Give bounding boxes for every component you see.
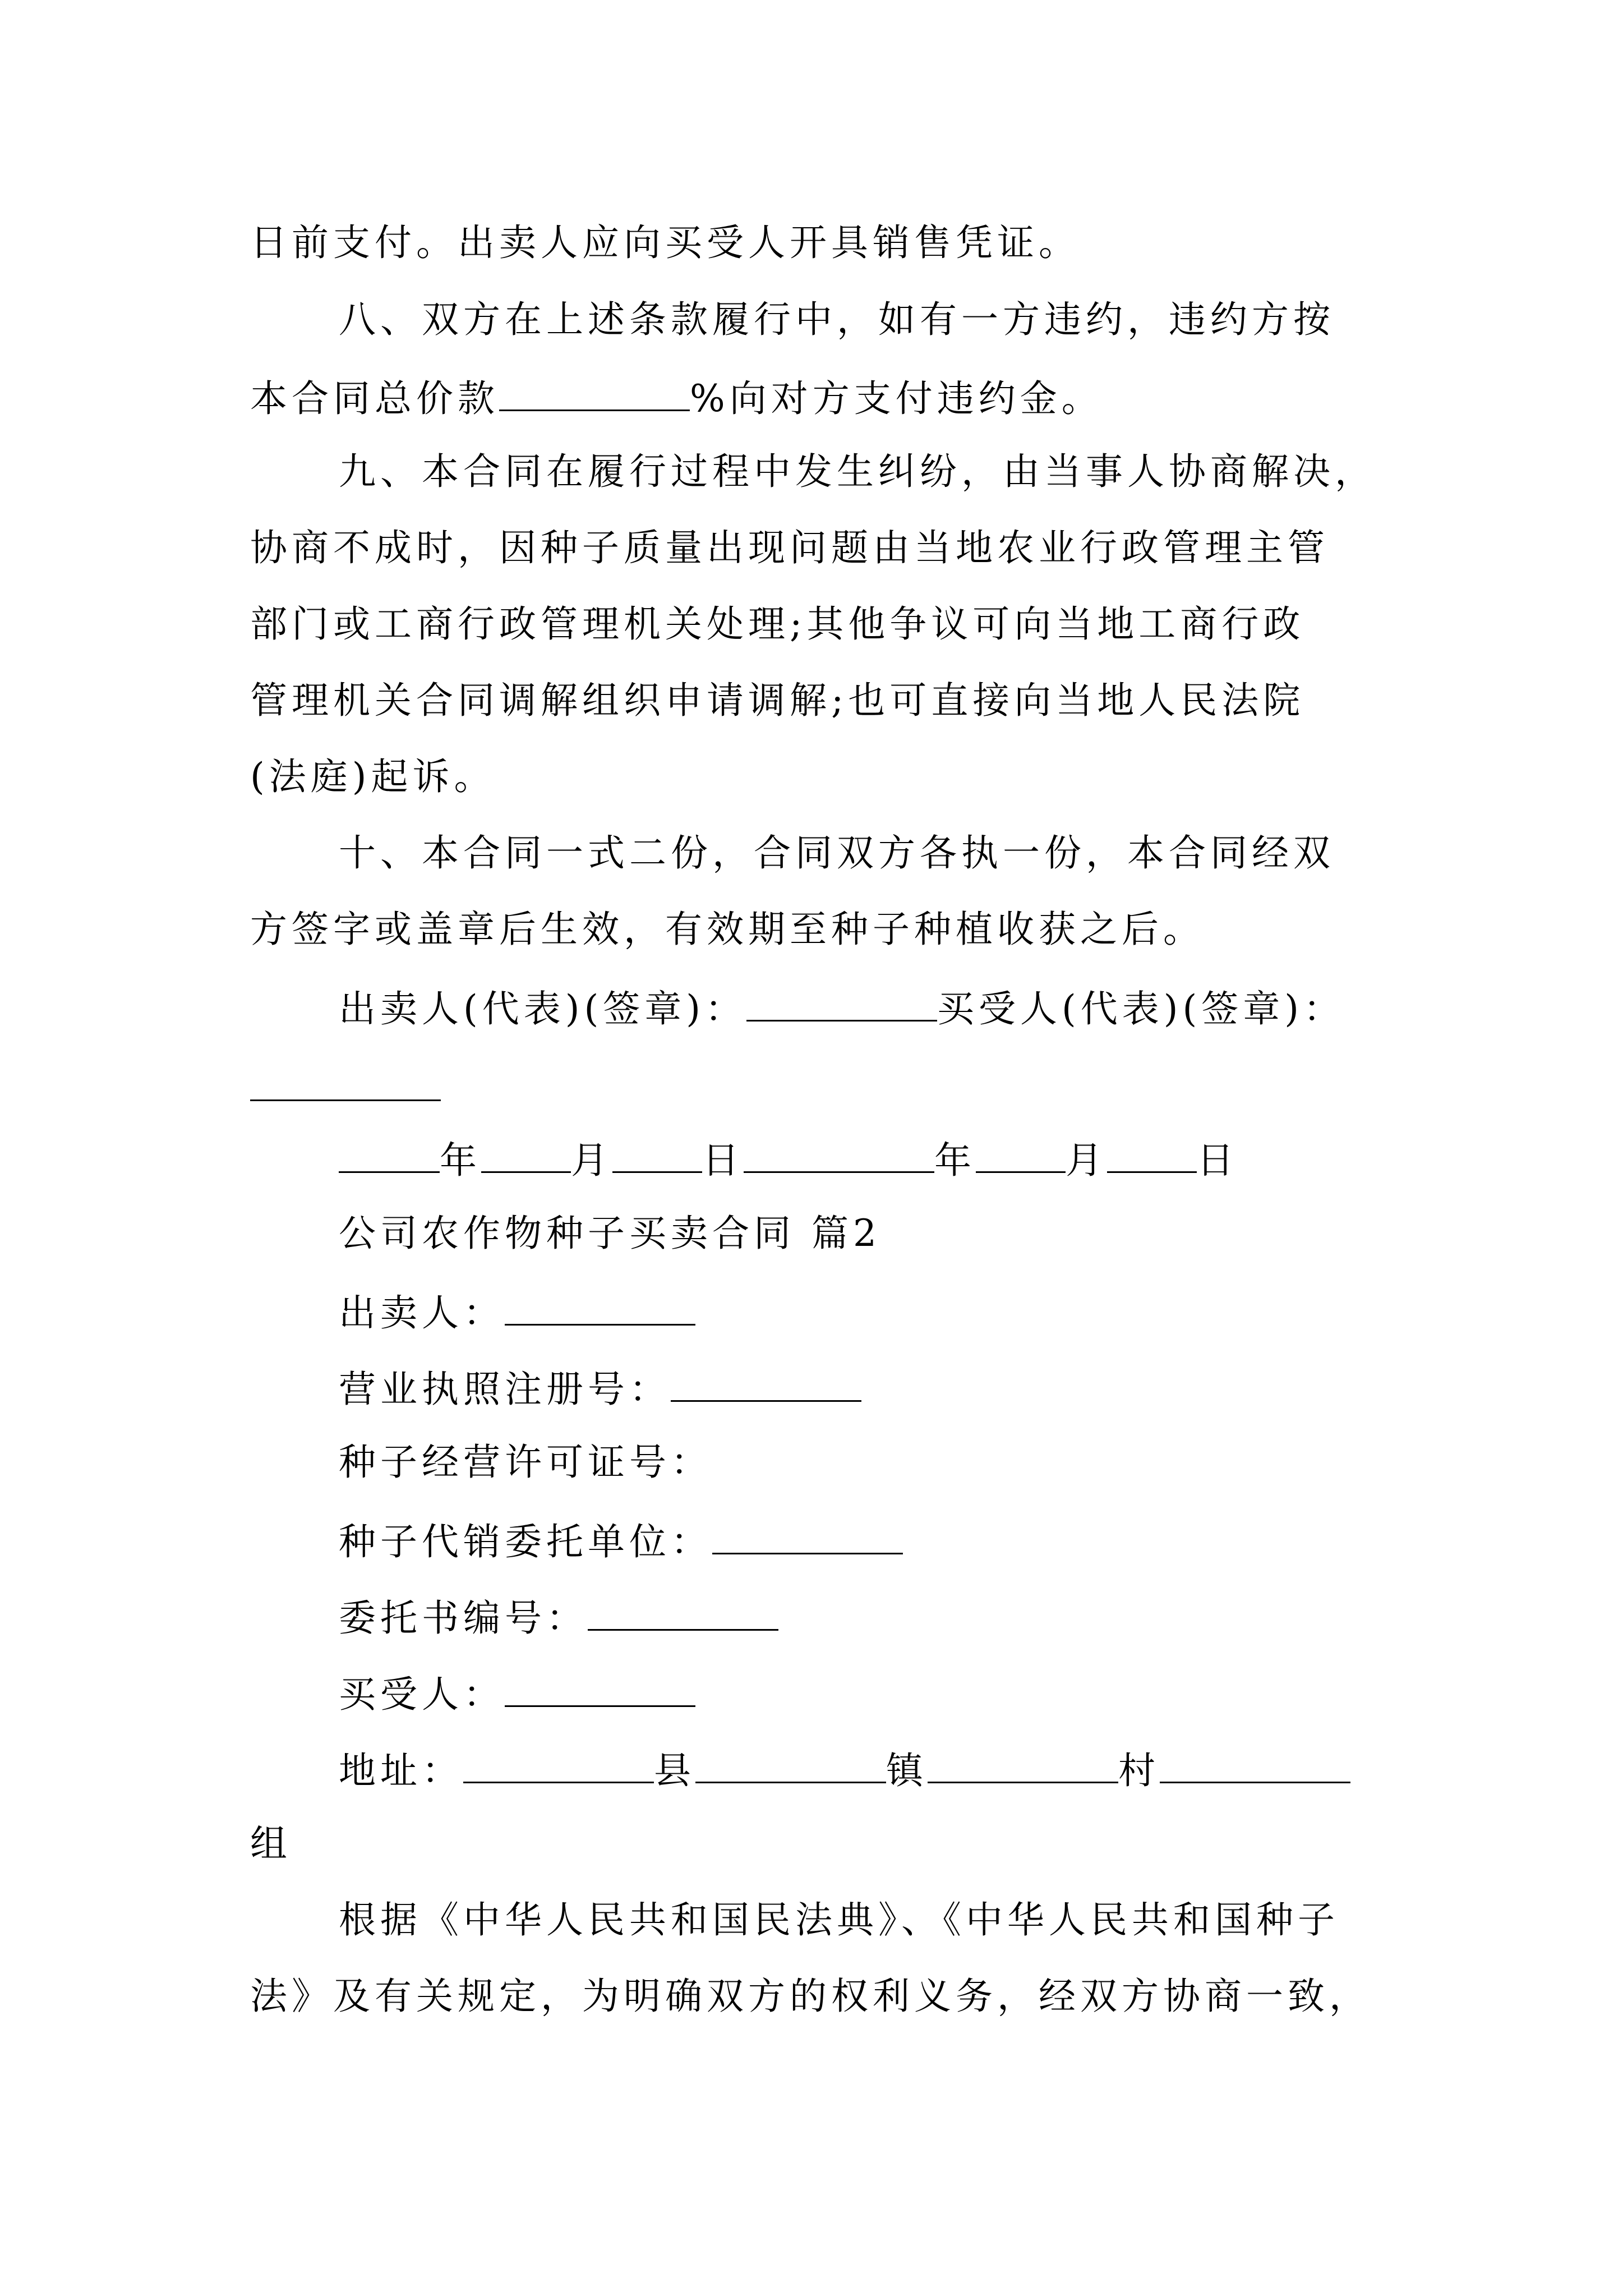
paragraph-line: 日前支付。出卖人应向买受人开具销售凭证。	[250, 221, 1080, 264]
clause-9-line: 协商不成时，因种子质量出现问题由当地农业行政管理主管	[250, 526, 1329, 569]
clause-8-line	[250, 377, 1103, 420]
license-label: 营业执照注册号：	[339, 1368, 671, 1411]
month-label: 月	[1066, 1139, 1107, 1182]
date-line	[339, 1139, 1238, 1182]
blank-field	[250, 1099, 441, 1101]
day-label: 日	[702, 1139, 744, 1182]
year-label: 年	[440, 1139, 481, 1182]
seller-signature-label: 出卖人(代表)(签章)：	[339, 987, 746, 1030]
month-label: 月	[571, 1139, 612, 1182]
signature-line	[339, 987, 1345, 1028]
clause-8-text: 本合同总价款	[250, 377, 499, 420]
section-title: 公司农作物种子买卖合同 篇2	[339, 1212, 881, 1255]
blank-field	[1107, 1139, 1197, 1173]
blank-field	[1160, 1749, 1350, 1783]
blank-field	[463, 1749, 654, 1783]
entrust-number-label: 委托书编号：	[339, 1596, 588, 1640]
entrust-number-line	[339, 1596, 778, 1640]
address-line	[339, 1749, 1350, 1792]
village-label: 村	[1118, 1749, 1160, 1792]
blank-field	[588, 1596, 778, 1631]
address-line-continued: 组	[250, 1822, 292, 1865]
blank-field	[712, 1520, 903, 1554]
clause-8-text: %向对方支付违约金。	[690, 377, 1103, 420]
blank-field	[339, 1139, 440, 1173]
day-label: 日	[1197, 1139, 1238, 1182]
buyer-signature-label: 买受人(代表)(签章)：	[937, 987, 1345, 1030]
blank-field	[695, 1749, 886, 1783]
blank-field	[746, 987, 937, 1022]
buyer-label: 买受人：	[339, 1673, 505, 1716]
license-line	[339, 1368, 861, 1411]
blank-field	[505, 1673, 695, 1707]
county-label: 县	[654, 1749, 695, 1792]
paragraph-line: 根据《中华人民共和国民法典》、《中华人民共和国种子	[339, 1898, 1339, 1941]
seller-label: 出卖人：	[339, 1291, 505, 1335]
blank-field	[505, 1291, 695, 1326]
blank-field	[499, 377, 690, 411]
seed-permit-line: 种子经营许可证号：	[339, 1441, 712, 1484]
blank-field	[671, 1368, 861, 1402]
paragraph-line: 法》及有关规定，为明确双方的权利义务，经双方协商一致，	[250, 1975, 1371, 2018]
clause-9-line: 管理机关合同调解组织申请调解;也可直接向当地人民法院	[250, 679, 1305, 722]
address-label: 地址：	[339, 1749, 463, 1792]
clause-9-line: (法庭)起诉。	[250, 755, 496, 798]
blank-field	[928, 1749, 1118, 1783]
blank-field	[612, 1139, 702, 1173]
agent-line	[339, 1520, 903, 1561]
blank-field	[976, 1139, 1066, 1173]
town-label: 镇	[886, 1749, 928, 1792]
agent-label: 种子代销委托单位：	[339, 1520, 712, 1563]
clause-10-line: 十、本合同一式二份，合同双方各执一份，本合同经双	[339, 831, 1335, 875]
seller-line	[339, 1291, 695, 1335]
clause-10-line: 方签字或盖章后生效，有效期至种子种植收获之后。	[250, 908, 1205, 951]
blank-field	[744, 1139, 934, 1173]
year-label: 年	[934, 1139, 976, 1182]
blank-field	[481, 1139, 571, 1173]
clause-8-line: 八、双方在上述条款履行中，如有一方违约，违约方按	[339, 298, 1335, 341]
buyer-line	[339, 1673, 695, 1716]
clause-9-line: 部门或工商行政管理机关处理;其他争议可向当地工商行政	[250, 602, 1305, 646]
clause-9-line: 九、本合同在履行过程中发生纠纷，由当事人协商解决，	[339, 450, 1376, 493]
